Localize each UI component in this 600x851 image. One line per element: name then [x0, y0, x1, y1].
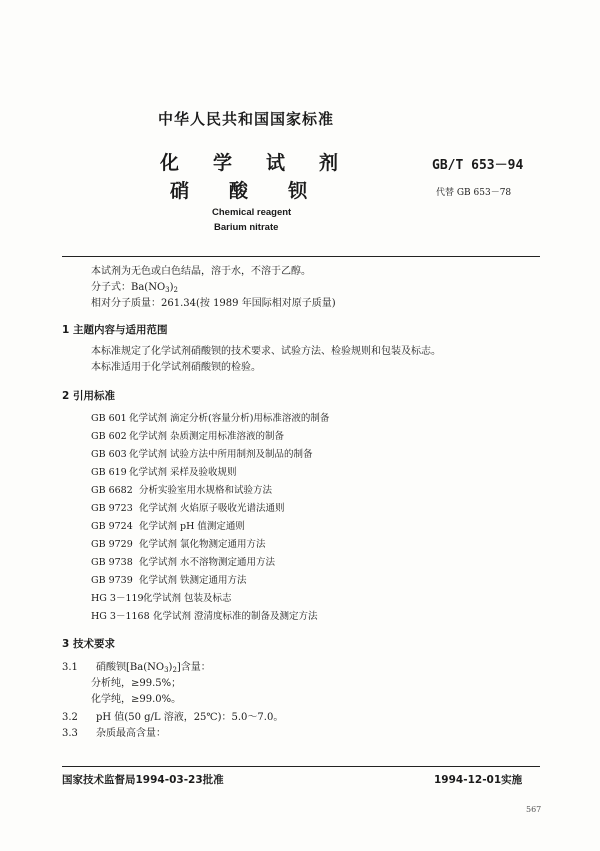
reference-title: 化学试剂 包装及标志	[143, 593, 232, 604]
reference-row	[91, 410, 329, 424]
reference-code: GB 619	[91, 467, 127, 478]
clause-3-1-number: 3.1	[62, 662, 78, 673]
reference-code: GB 603	[91, 449, 127, 460]
reference-title: 化学试剂 澄清度标准的制备及测定方法	[153, 611, 318, 622]
molecular-formula: 分子式：$Ba(NO_3)_2$	[91, 282, 179, 294]
reference-row	[91, 428, 284, 442]
reference-code: GB 601	[91, 413, 127, 424]
section-2-heading: 2 引用标准	[62, 390, 115, 402]
reference-title: 化学试剂 水不溶物测定通用方法	[139, 557, 276, 568]
reference-code: GB 9729	[91, 539, 133, 550]
reference-code: HG 3－1168	[91, 611, 150, 622]
molecular-mass: 相对分子质量：261.34(按 1989 年国际相对原子质量)	[91, 298, 336, 309]
reference-row	[91, 482, 272, 496]
title-line-2: 硝酸钡	[170, 180, 348, 202]
reference-title: 化学试剂 采样及验收规则	[129, 467, 237, 478]
assay-analytical-grade: 分析纯，≥99.5%；	[91, 678, 182, 689]
reference-code: GB 9739	[91, 575, 133, 586]
reference-code: GB 6682	[91, 485, 133, 496]
reference-row	[91, 518, 245, 532]
reference-title: 化学试剂 铁测定通用方法	[139, 575, 247, 586]
reference-title: 化学试剂 氯化物测定通用方法	[139, 539, 266, 550]
section-1-line-2: 本标准适用于化学试剂硝酸钡的检验。	[91, 362, 261, 373]
replaces-standard: 代替 GB 653－78	[436, 188, 512, 198]
clause-3-1-text: 硝酸钡$[Ba(NO_3)_2]$含量：	[96, 662, 211, 674]
reference-code: GB 9738	[91, 557, 133, 568]
title-line-1: 化学试剂	[160, 152, 373, 174]
intro-description: 本试剂为无色或白色结晶，溶于水，不溶于乙醇。	[91, 266, 311, 277]
clause-3-3-number: 3.3	[62, 728, 78, 739]
clause-3-2-number: 3.2	[62, 712, 78, 723]
implementation-date: 1994-12-01实施	[434, 774, 523, 786]
page-number: 567	[526, 805, 542, 814]
reference-code: GB 602	[91, 431, 127, 442]
english-title-line-1: Chemical reagent	[212, 207, 292, 218]
footer-divider	[62, 766, 540, 767]
reference-title: 化学试剂 滴定分析(容量分析)用标准溶液的制备	[129, 413, 330, 424]
national-standard-heading: 中华人民共和国国家标准	[158, 110, 335, 128]
reference-code: HG 3－119	[91, 593, 144, 604]
section-1-heading: 1 主题内容与适用范围	[62, 324, 168, 336]
reference-title: 化学试剂 杂质测定用标准溶液的制备	[129, 431, 285, 442]
standard-number: GB/T 653－94	[432, 158, 524, 173]
reference-code: GB 9724	[91, 521, 133, 532]
reference-row	[91, 536, 266, 550]
reference-title: 化学试剂 试验方法中所用制剂及制品的制备	[129, 449, 313, 460]
reference-row	[91, 554, 275, 568]
reference-title: 化学试剂 火焰原子吸收光谱法通则	[139, 503, 285, 514]
english-title-line-2: Barium nitrate	[214, 222, 279, 233]
reference-title: 分析实验室用水规格和试验方法	[139, 485, 273, 496]
clause-3-2-text: pH 值(50 g/L 溶液，25℃)：5.0～7.0。	[96, 712, 284, 723]
section-1-line-1: 本标准规定了化学试剂硝酸钡的技术要求、试验方法、检验规则和包装及标志。	[91, 346, 441, 357]
clause-3-3-text: 杂质最高含量：	[96, 728, 166, 739]
reference-title: 化学试剂 pH 值测定通则	[139, 521, 245, 532]
reference-code: GB 9723	[91, 503, 133, 514]
reference-row	[91, 464, 237, 478]
section-3-heading: 3 技术要求	[62, 638, 115, 650]
assay-chemical-pure: 化学纯，≥99.0%。	[91, 694, 182, 705]
reference-row	[91, 590, 232, 604]
reference-row	[91, 446, 313, 460]
header-divider	[62, 256, 540, 257]
reference-row	[91, 608, 318, 622]
reference-row	[91, 500, 285, 514]
reference-row	[91, 572, 247, 586]
approval-date: 国家技术监督局1994-03-23批准	[62, 774, 224, 786]
